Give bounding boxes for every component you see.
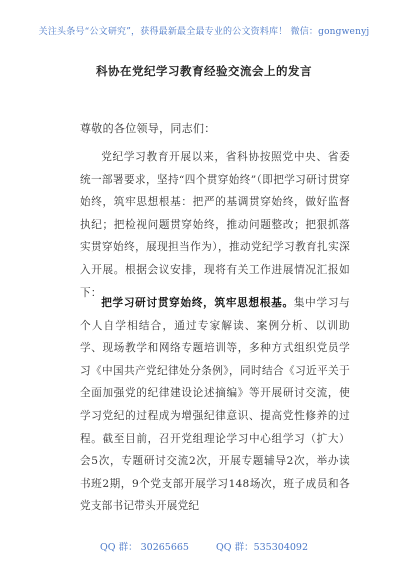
- paragraph-intro: 党纪学习教育开展以来，省科协按照党中央、省委统一部署要求，坚持“四个贯穿始终”（即把学习研讨贯穿始终，筑牢思想根基：把严的基调贯穿始终，做好监督执纪；把检视问题贯穿始终，推动问题整改；把狠抓落实贯穿始终，展现担当作为），推动党纪学习教育扎实深入开展。根据会议安排，现将有关工作进展情况汇报如下：: [80, 151, 350, 299]
- document-title: 科协在党纪学习教育经验交流会上的发言: [96, 64, 312, 78]
- footer-qq-right: QQ 群：535304092: [216, 542, 308, 553]
- paragraph-study: [80, 292, 350, 518]
- paragraph-lead-heading: 把学习研讨贯穿始终，筑牢思想根基。: [101, 297, 294, 309]
- footer-qq-left: QQ 群： 30265665: [99, 542, 189, 553]
- header-promo-note: 关注头条号“公文研究”，获得最新最全最专业的公文资料库！ 微信：gongwenyj: [38, 27, 370, 37]
- footer: [0, 539, 408, 553]
- salutation: 尊敬的各位领导，同志们：: [80, 122, 216, 135]
- paragraph-body: 集中学习与个人自学相结合，通过专家解读、案例分析、以训助学、现场教学和网络专题培训等，多种方式组织党员学习《中国共产党纪律处分条例》，同时结合《习近平关于全面加强党的纪律建设论述摘编》等开展研讨交流，使学习党纪的过程成为增强纪律意识、提高党性修养的过程。截至目前，召开党组理论学习中心组学习（扩大）会5次，专题研讨交流2次，开展专题辅导2次，举办读书班2期，9个党支部开展学习148场次，班子成员和各党支部书记带头开展党纪: [80, 297, 350, 513]
